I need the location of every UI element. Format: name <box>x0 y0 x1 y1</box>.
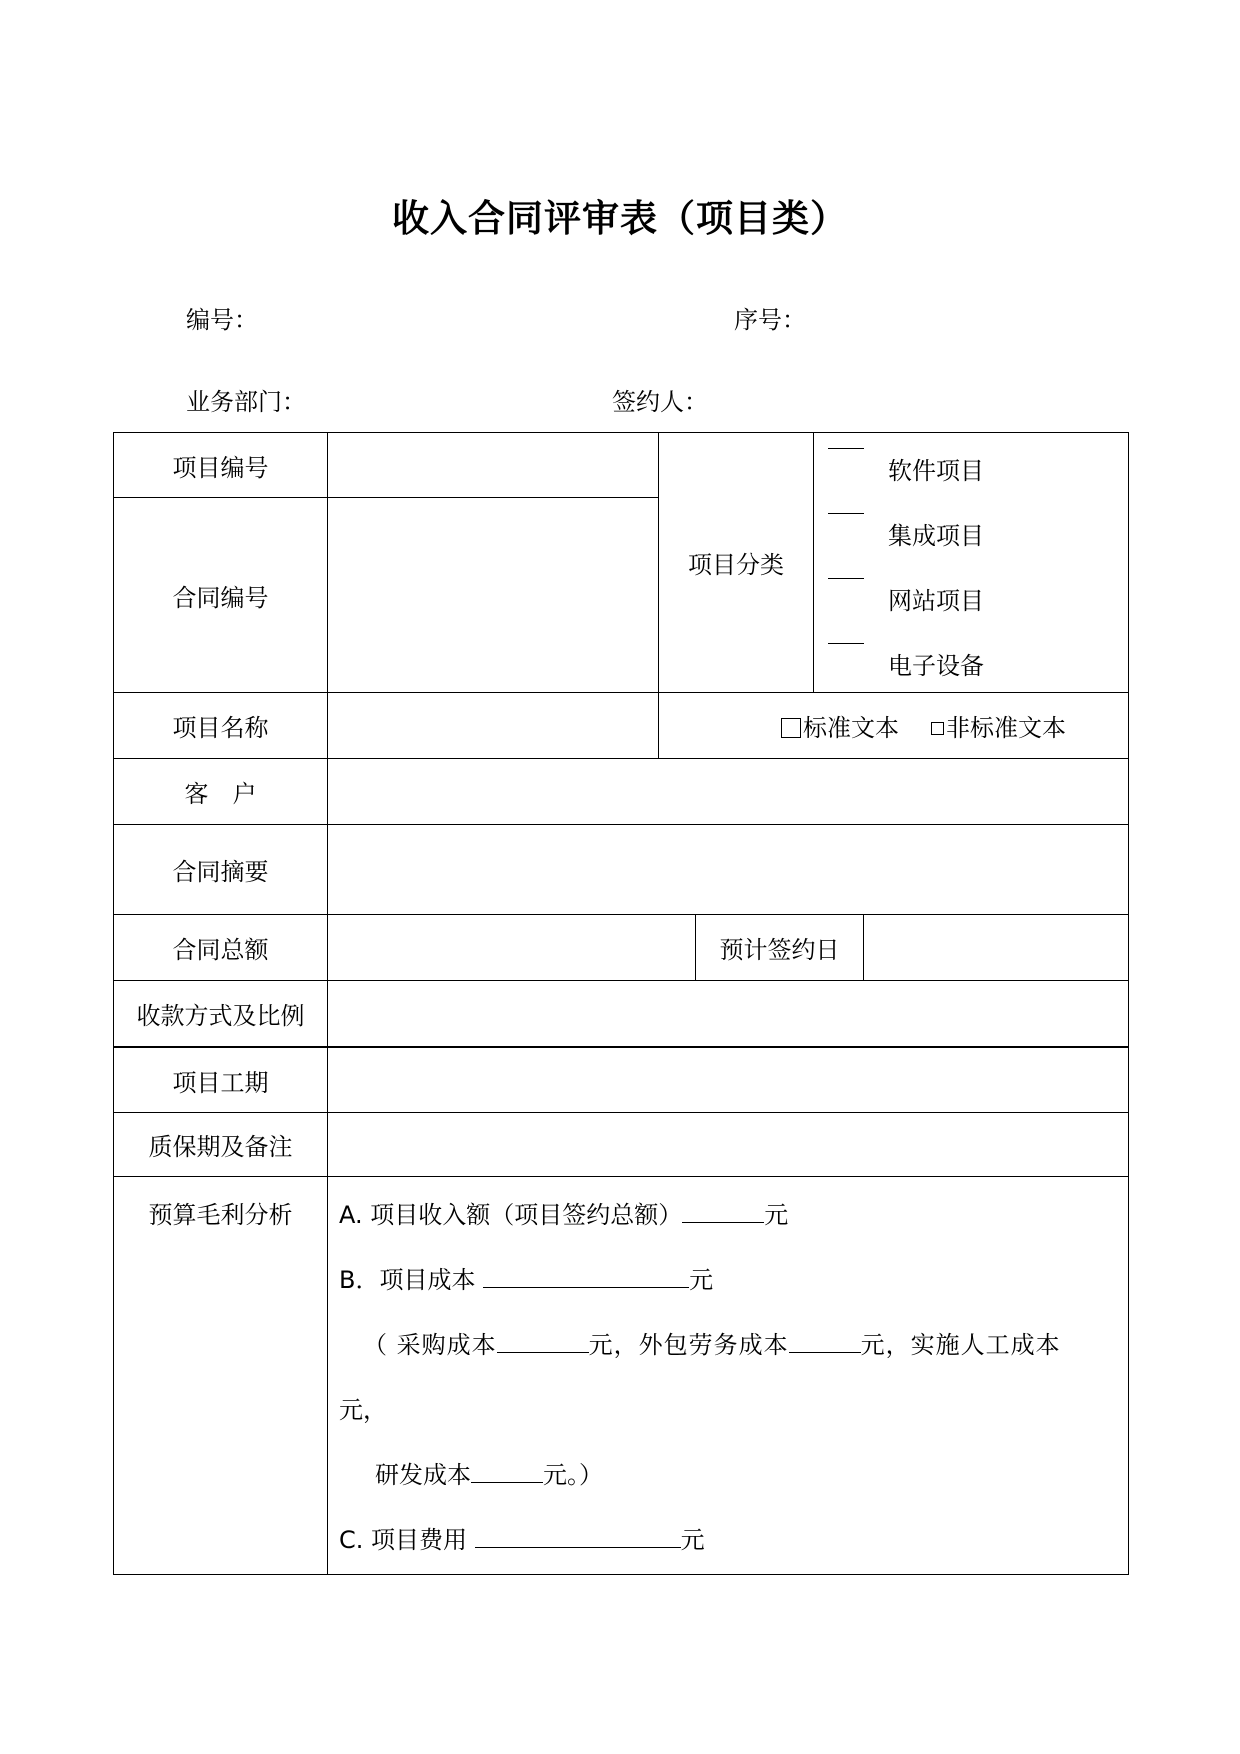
budget-line-b-unit: 元 <box>689 1266 714 1294</box>
category-option-label: 网站项目 <box>888 587 984 615</box>
budget-line-b <box>339 1260 713 1295</box>
budget-line-b-text: B．项目成本 <box>339 1266 476 1294</box>
total-input[interactable] <box>328 915 696 981</box>
project-no-label-cell <box>114 433 328 498</box>
budget-line-d-text: 元， <box>339 1396 387 1424</box>
contract-no-label-cell <box>114 498 328 693</box>
customer-label-cell <box>114 759 328 825</box>
category-option-label: 软件项目 <box>888 457 984 485</box>
customer-input[interactable] <box>328 759 1128 825</box>
contract-no-input[interactable] <box>328 498 659 693</box>
budget-line-a <box>339 1195 788 1230</box>
serial-label: 编号： <box>186 306 258 334</box>
total-label-cell <box>114 915 328 981</box>
duration-label-cell <box>114 1048 328 1113</box>
purchase-cost-blank[interactable] <box>497 1330 589 1353</box>
summary-label-cell <box>114 825 328 915</box>
review-form-table <box>113 432 1129 1575</box>
budget-line-a-unit: 元 <box>764 1201 789 1229</box>
payment-label-cell <box>114 981 328 1048</box>
budget-line-f <box>339 1520 705 1555</box>
category-label-cell <box>659 433 814 693</box>
checkbox-icon <box>781 718 801 738</box>
category-label: 项目分类 <box>688 551 784 579</box>
rnd-cost-blank[interactable] <box>471 1460 543 1483</box>
budget-line-e-unit: 元。） <box>543 1461 603 1489</box>
expense-blank[interactable] <box>475 1525 681 1548</box>
budget-line-f-text: C. 项目费用 <box>339 1526 468 1554</box>
revenue-blank[interactable] <box>682 1200 764 1223</box>
summary-label: 合同摘要 <box>172 858 269 886</box>
budget-line-e-text: 研发成本 <box>375 1461 471 1489</box>
budget-label-cell <box>114 1177 328 1574</box>
text-type-nonstandard-label: 非标准文本 <box>946 714 1066 742</box>
text-type-standard-label: 标准文本 <box>803 714 899 742</box>
budget-line-a-text: A. 项目收入额（项目签约总额） <box>339 1201 683 1229</box>
text-type-cell <box>659 693 1128 759</box>
category-option-software[interactable] <box>814 433 1128 498</box>
budget-line-c <box>363 1325 1061 1360</box>
budget-line-c-purchase: （ 采购成本 <box>363 1331 497 1359</box>
checkbox-line <box>828 513 864 514</box>
checkbox-line <box>828 578 864 579</box>
category-option-label: 电子设备 <box>888 652 984 680</box>
sequence-label: 序号： <box>734 306 806 334</box>
department-label: 业务部门： <box>186 388 306 416</box>
category-option-integration[interactable] <box>814 498 1128 563</box>
category-options <box>814 433 1128 693</box>
project-no-input[interactable] <box>328 433 659 498</box>
budget-line-d <box>339 1390 387 1425</box>
payment-input[interactable] <box>328 981 1128 1048</box>
text-type-standard-option[interactable] <box>781 708 899 743</box>
sign-date-input[interactable] <box>864 915 1128 981</box>
budget-label: 预算毛利分析 <box>148 1201 293 1229</box>
budget-line-c-outsource: 元，外包劳务成本 <box>588 1331 789 1359</box>
project-name-label-cell <box>114 693 328 759</box>
project-no-label: 项目编号 <box>172 453 269 482</box>
duration-input[interactable] <box>328 1048 1128 1113</box>
checkbox-line <box>828 643 864 644</box>
outsource-cost-blank[interactable] <box>789 1330 861 1353</box>
checkbox-icon <box>931 722 944 735</box>
warranty-label-cell <box>114 1113 328 1177</box>
budget-line-c-labor: 元，实施人工成本 <box>860 1331 1061 1359</box>
page-title: 收入合同评审表（项目类） <box>392 197 848 240</box>
total-label: 合同总额 <box>172 936 269 964</box>
budget-line-e <box>375 1455 603 1490</box>
warranty-label: 质保期及备注 <box>148 1133 293 1161</box>
category-option-website[interactable] <box>814 563 1128 628</box>
text-type-nonstandard-option[interactable] <box>931 708 1066 743</box>
signer-label: 签约人： <box>612 388 708 416</box>
payment-label: 收款方式及比例 <box>136 1002 305 1030</box>
warranty-input[interactable] <box>328 1113 1128 1177</box>
cost-blank[interactable] <box>483 1265 689 1288</box>
category-option-label: 集成项目 <box>888 522 984 550</box>
contract-no-label: 合同编号 <box>172 583 269 612</box>
sign-date-label: 预计签约日 <box>719 936 840 964</box>
budget-line-f-unit: 元 <box>680 1526 705 1554</box>
budget-analysis <box>327 1177 1128 1574</box>
duration-label: 项目工期 <box>172 1068 269 1097</box>
project-name-input[interactable] <box>328 693 659 759</box>
summary-input[interactable] <box>328 825 1128 915</box>
category-option-electronic[interactable] <box>814 628 1128 693</box>
sign-date-label-cell <box>696 915 864 981</box>
project-name-label: 项目名称 <box>172 714 269 742</box>
customer-label: 客 户 <box>184 780 257 808</box>
checkbox-line <box>828 448 864 449</box>
